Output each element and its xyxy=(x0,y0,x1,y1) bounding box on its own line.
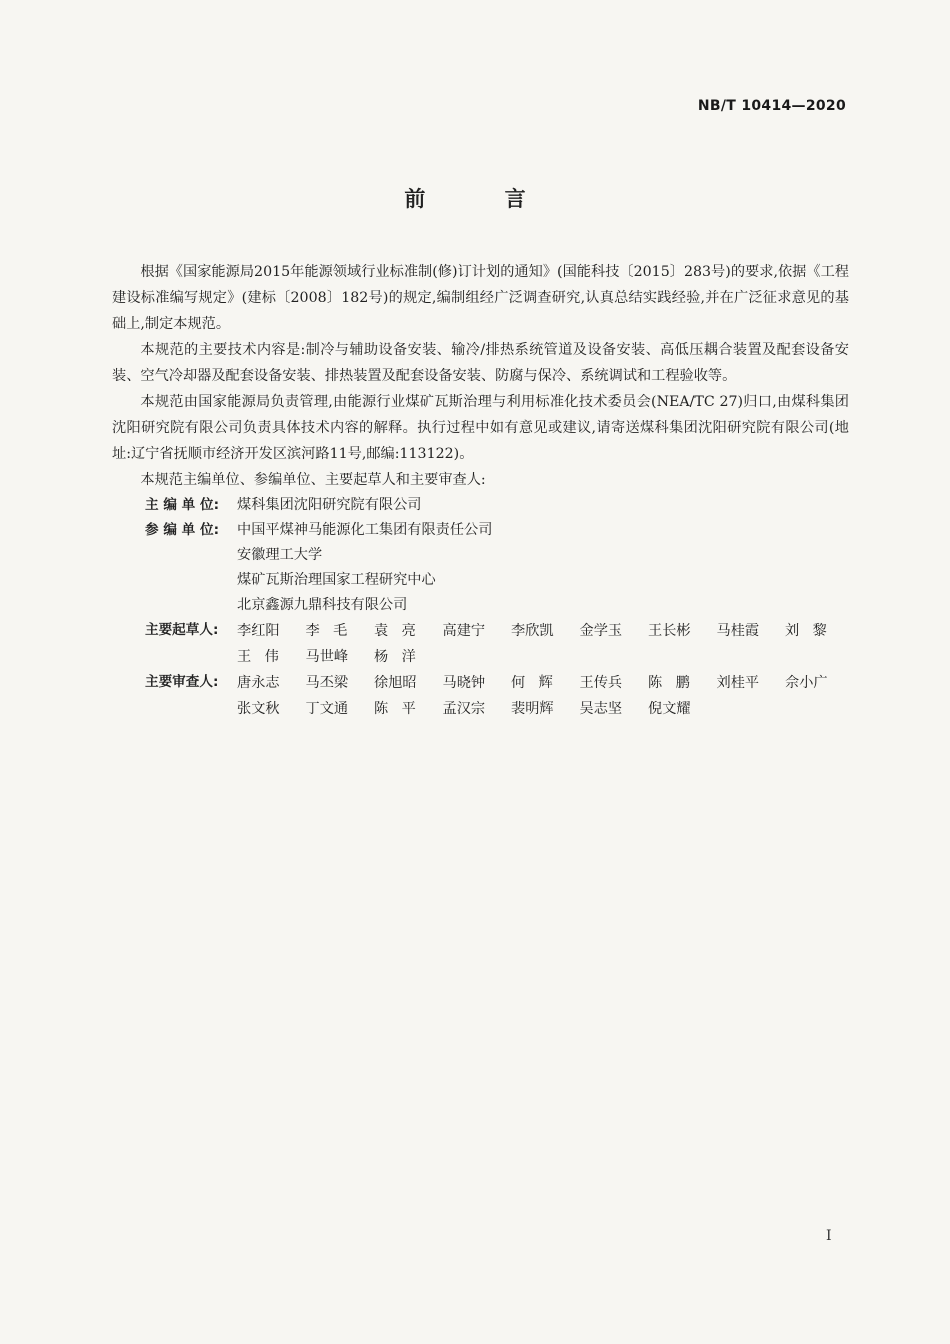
person-name: 裴明辉 xyxy=(511,701,554,717)
standard-code: NB/T 10414—2020 xyxy=(697,98,846,114)
paragraph-management: 本规范由国家能源局负责管理,由能源行业煤矿瓦斯治理与利用标准化技术委员会(NEA/TC 27)归口,由煤科集团沈阳研究院有限公司负责具体技术内容的解释。执行过程中如有意见或建议,请寄送煤科集团沈阳研究院有限公司(地址:辽宁省抚顺市经济开发区滨河路11号,邮编:113122)。 xyxy=(112,394,849,462)
paragraph-basis: 根据《国家能源局2015年能源领域行业标准制(修)订计划的通知》(国能科技〔2015〕283号)的要求,依据《工程建设标准编写规定》(建标〔2008〕182号)的规定,编制组经广泛调查研究,认真总结实践经验,并在广泛征求意见的基础上,制定本规范。 xyxy=(112,264,849,332)
page-number: I xyxy=(826,1228,832,1244)
person-name: 徐旭昭 xyxy=(374,675,417,691)
person-name: 王传兵 xyxy=(579,675,623,691)
page-title: 前 言 xyxy=(404,187,562,211)
drafters-label: 主要起草人: xyxy=(145,622,219,638)
drafters-names xyxy=(237,618,854,670)
person-name: 何辉 xyxy=(511,675,567,691)
co-editors-label: 参 编 单 位: xyxy=(145,522,220,538)
contributors-list xyxy=(112,493,849,722)
reviewers-label: 主要审查人: xyxy=(145,674,219,690)
person-name: 高建宁 xyxy=(442,623,486,639)
person-name: 马晓钟 xyxy=(442,675,486,691)
person-name: 陈鹏 xyxy=(648,675,704,691)
person-name: 马世峰 xyxy=(305,649,349,665)
person-name: 刘桂平 xyxy=(716,675,760,691)
person-name: 马丕梁 xyxy=(305,675,349,691)
co-editor-org: 煤矿瓦斯治理国家工程研究中心 xyxy=(237,572,436,588)
foreword-body xyxy=(112,259,849,722)
person-name: 陈平 xyxy=(374,701,430,717)
person-name: 佘小广 xyxy=(785,675,828,691)
person-name: 唐永志 xyxy=(237,675,280,691)
reviewers-row xyxy=(112,670,849,722)
co-editor-org: 中国平煤神马能源化工集团有限责任公司 xyxy=(237,522,493,538)
paragraph-main-content: 本规范的主要技术内容是:制冷与辅助设备安装、输冷/排热系统管道及设备安装、高低压耦合装置及配套设备安装、空气冷却器及配套设备安装、排热装置及配套设备安装、防腐与保冷、系统调试和工程验收等。 xyxy=(112,342,849,384)
chief-editor-label: 主 编 单 位: xyxy=(145,497,220,513)
person-name: 李欣凯 xyxy=(511,623,554,639)
person-name: 王长彬 xyxy=(648,623,691,639)
person-name: 李红阳 xyxy=(237,623,280,639)
co-editors-row xyxy=(112,518,849,618)
person-name: 金学玉 xyxy=(579,623,623,639)
person-name: 刘黎 xyxy=(785,623,841,639)
person-name: 袁亮 xyxy=(374,623,430,639)
person-name: 吴志坚 xyxy=(579,701,623,717)
person-name: 张文秋 xyxy=(237,701,280,717)
person-name: 李毛 xyxy=(305,623,361,639)
reviewers-names xyxy=(237,670,854,722)
chief-editor-row xyxy=(112,493,849,518)
person-name: 倪文耀 xyxy=(648,701,691,717)
co-editor-org: 安徽理工大学 xyxy=(237,547,323,563)
person-name: 王伟 xyxy=(237,649,293,665)
co-editor-org: 北京鑫源九鼎科技有限公司 xyxy=(237,597,408,613)
person-name: 孟汉宗 xyxy=(442,701,486,717)
person-name: 丁文通 xyxy=(305,701,349,717)
person-name: 杨洋 xyxy=(374,649,430,665)
paragraph-contributors-intro: 本规范主编单位、参编单位、主要起草人和主要审查人: xyxy=(140,472,486,488)
person-name: 马桂霞 xyxy=(716,623,760,639)
drafters-row xyxy=(112,618,849,670)
chief-editor-org: 煤科集团沈阳研究院有限公司 xyxy=(237,497,422,513)
